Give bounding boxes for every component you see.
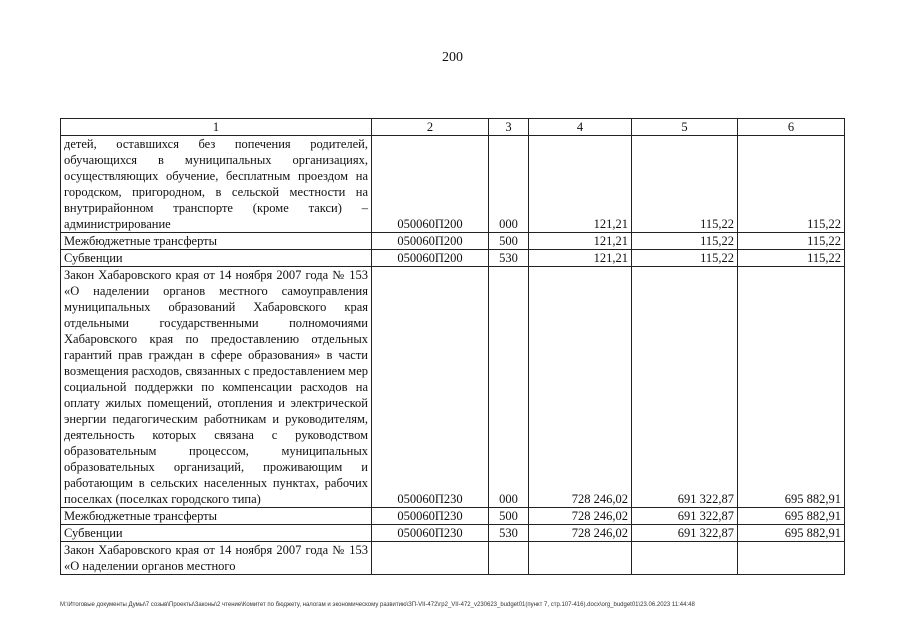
cell-code: 050060П200	[372, 136, 489, 233]
cell-v1: 121,21	[529, 250, 632, 267]
cell-code	[372, 542, 489, 575]
table-row	[61, 508, 845, 525]
header-col-4: 4	[529, 119, 632, 136]
cell-v2: 115,22	[632, 136, 738, 233]
table-row	[61, 525, 845, 542]
cell-v3: 115,22	[738, 250, 845, 267]
cell-code: 050060П230	[372, 267, 489, 508]
cell-type	[489, 542, 529, 575]
cell-v3: 115,22	[738, 136, 845, 233]
cell-v1: 728 246,02	[529, 267, 632, 508]
cell-name: детей, оставшихся без попечения родителей, обучающихся в муниципальных организациях, осуществляющих обучение, бесплатным проездом на городском, пригородном, в сельской местности на внутрирайонном транспорте (кроме такси) – администрирование	[61, 136, 372, 233]
page-number: 200	[442, 50, 463, 65]
header-col-3: 3	[489, 119, 529, 136]
header-row	[61, 119, 845, 136]
cell-type: 500	[489, 508, 529, 525]
cell-name: Субвенции	[61, 525, 372, 542]
cell-code: 050060П230	[372, 508, 489, 525]
cell-name: Закон Хабаровского края от 14 ноября 2007 года № 153 «О наделении органов местного самоуправления муниципальных образований Хабаровского края отдельными государственными полномочиями Хабаровского края по предоставлению отдельных гарантий прав граждан в сфере образования» в части возмещения расходов, связанных с предоставлением мер социальной поддержки по компенсации расходов на оплату жилых помещений, отопления и электрической энергии педагогическим работникам и руководителям, деятельность которых связана с руководством образовательным процессом, муниципальных образовательных организаций, проживающим и работающим в сельских населенных пунктах, рабочих поселках (поселках городского типа)	[61, 267, 372, 508]
cell-v3: 695 882,91	[738, 525, 845, 542]
cell-name: Межбюджетные трансферты	[61, 233, 372, 250]
header-col-6: 6	[738, 119, 845, 136]
cell-v2	[632, 542, 738, 575]
cell-type: 000	[489, 267, 529, 508]
cell-v1: 121,21	[529, 136, 632, 233]
cell-type: 500	[489, 233, 529, 250]
cell-v2: 691 322,87	[632, 525, 738, 542]
document-path-footer: M:\Итоговые документы Думы\7 созыв\Проекты\Законы\2 чтение\Комитет по бюджету, налогам и экономическому развитию\ЗП-VII-472\гр2_VII-472_v230623_budget01(пункт 7, стр.107-416).docx\org_budget01\23.06.2023 11:44:48	[60, 602, 695, 608]
table-row	[61, 233, 845, 250]
cell-name: Закон Хабаровского края от 14 ноября 2007 года № 153 «О наделении органов местного	[61, 542, 372, 575]
cell-v1	[529, 542, 632, 575]
cell-v1: 728 246,02	[529, 508, 632, 525]
cell-type: 530	[489, 250, 529, 267]
cell-v1: 121,21	[529, 233, 632, 250]
cell-v3: 115,22	[738, 233, 845, 250]
cell-v2: 115,22	[632, 250, 738, 267]
cell-type: 530	[489, 525, 529, 542]
cell-v2: 691 322,87	[632, 267, 738, 508]
cell-v2: 115,22	[632, 233, 738, 250]
cell-name: Субвенции	[61, 250, 372, 267]
cell-v2: 691 322,87	[632, 508, 738, 525]
cell-v3: 695 882,91	[738, 267, 845, 508]
cell-type: 000	[489, 136, 529, 233]
cell-v3: 695 882,91	[738, 508, 845, 525]
cell-name: Межбюджетные трансферты	[61, 508, 372, 525]
cell-v1: 728 246,02	[529, 525, 632, 542]
cell-code: 050060П230	[372, 525, 489, 542]
cell-v3	[738, 542, 845, 575]
cell-code: 050060П200	[372, 233, 489, 250]
table-row	[61, 542, 845, 575]
table-row	[61, 136, 845, 233]
table-row	[61, 267, 845, 508]
header-col-5: 5	[632, 119, 738, 136]
cell-code: 050060П200	[372, 250, 489, 267]
header-col-2: 2	[372, 119, 489, 136]
table-row	[61, 250, 845, 267]
budget-table	[60, 118, 845, 575]
header-col-1: 1	[61, 119, 372, 136]
